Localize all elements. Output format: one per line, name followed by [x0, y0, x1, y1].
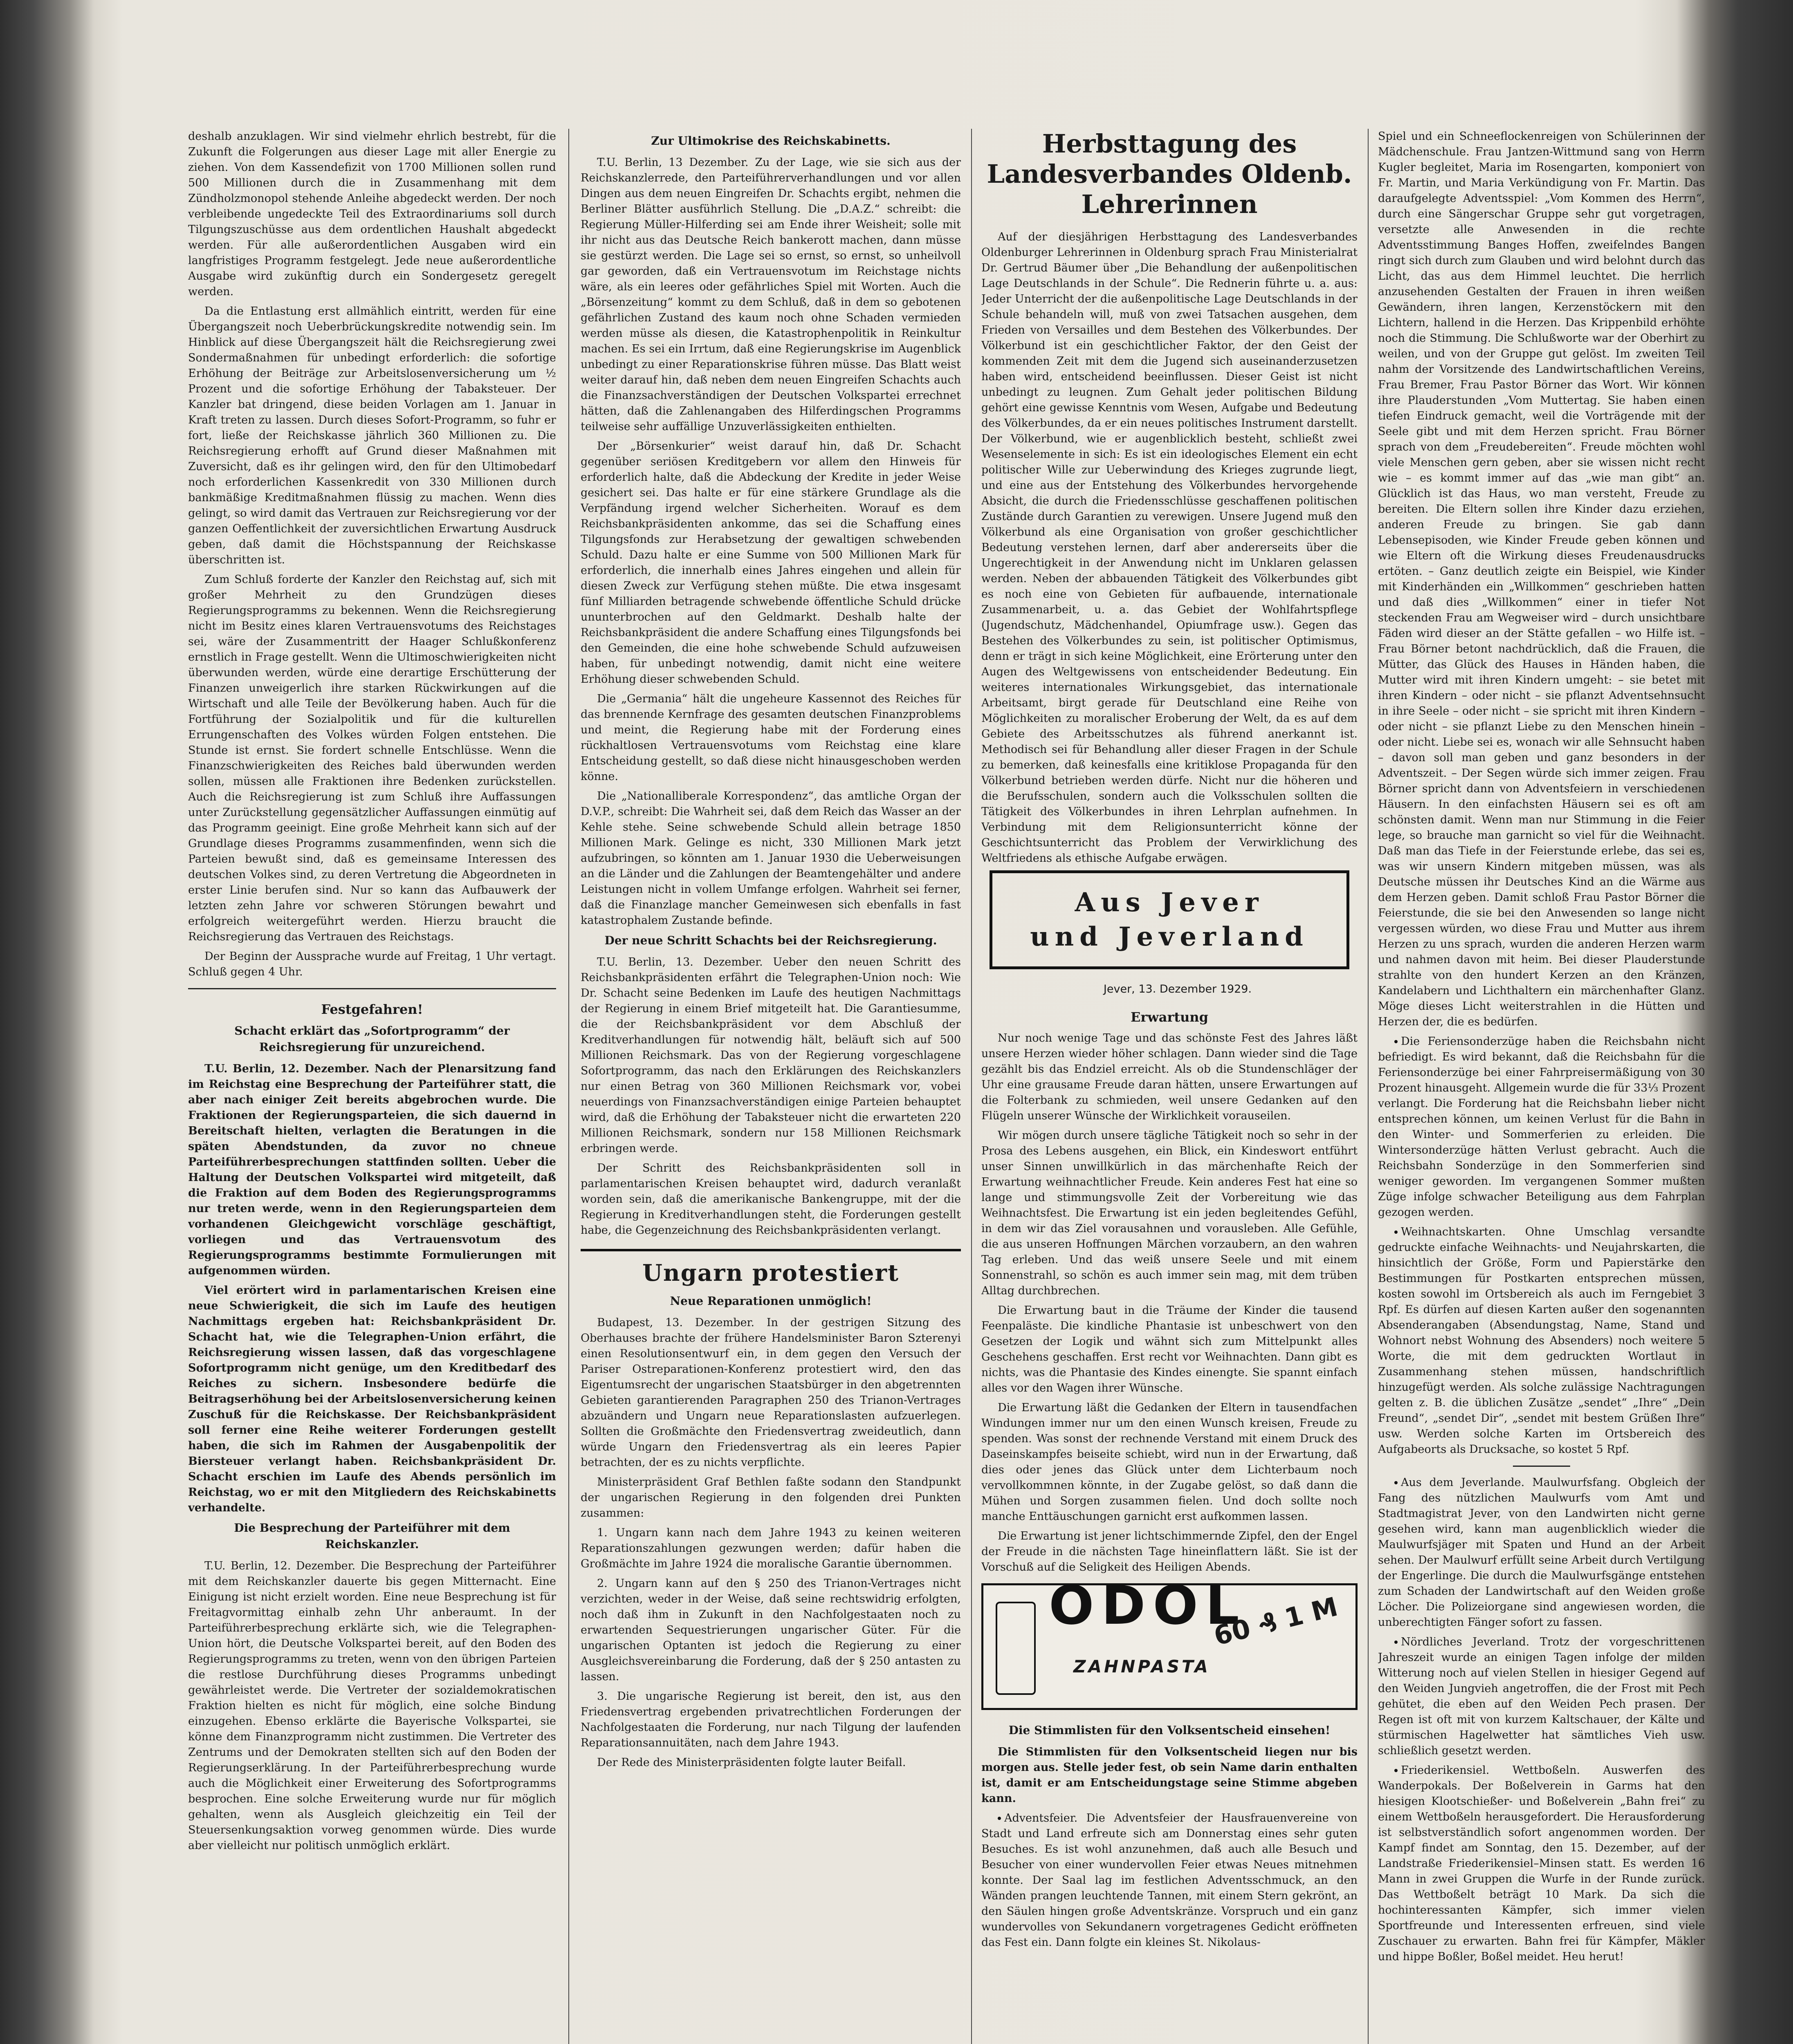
column-4	[1378, 129, 1705, 2044]
dateline: Jever, 13. Dezember 1929.	[1103, 983, 1252, 995]
article-text: Nördliches Jeverland. Trotz der vorgeschrittenen Jahreszeit wurde an einigen Tagen infolge der milden Witterung noch auf vielen Stellen in hiesiger Gegend auf den Weiden Jungvieh angetroffen, die der Frost mit Pech gehütet, die eben auf den Weiden Pech prasen. Der Regen ist oft mit von kurzem Kaltschauer, der Kälte und stürmischen Hagelwetter hat sämtliches Vieh usw. schließlich gesetzt werden.	[1378, 1636, 1705, 1757]
article-text: Die Feriensonderzüge haben die Reichsbahn nicht befriedigt. Es wird bekannt, daß die Reichsbahn für die Feriensonderzüge bei einer Fahrpreisermäßigung von 30 Prozent hinausgeht. Allgemein wurde die für 33⅓ Prozent verlangt. Die Forderung hat die Reichsbahn lieber nicht entsprechen können, um keinen Verlust für die Bahn in den Winter- und Sommerferien zu erleiden. Die Wintersonderzüge hätten Verlust gebracht. Auch die Reichsbahn Sonderzüge in den Sommerferien sind weniger geworden. Im vergangenen Sommer mußten Züge infolge schwacher Beteiligung aus dem Fahrplan gezogen werden.	[1378, 1035, 1705, 1219]
article-text	[1378, 1034, 1705, 1220]
article-text: Die „Germania“ hält die ungeheure Kassennot des Reiches für das brennende Kernfrage des gesamten deutschen Finanzproblems und meint, die Regierung habe mit der Forderung eines rückhaltlosen Vertrauensvotums vom Reichstag eine klare Entscheidung gestellt, so daß diese nicht hinausgeschoben werden könne.	[581, 693, 961, 783]
headline: Ungarn protestiert	[642, 1260, 899, 1286]
article-text	[1378, 1763, 1705, 1965]
article-text: 3. Die ungarische Regierung ist bereit, den ist, aus den Friedensvertrag ergebenden privatrechtlichen Forderungen der Nachfolgestaaten die Forderung, nur nach Tilgung der laufenden Reparationsannuitäten, nach dem Jahre 1943.	[581, 1690, 961, 1749]
section-banner-line: und Jeverland	[1030, 921, 1309, 952]
article-text: Weihnachtskarten. Ohne Umschlag versandte gedruckte einfache Weihnachts- und Neujahrskarten, die hinsichtlich der Größe, Form und Papierstärke den Bestimmungen für Postkarten entsprechen müssen, kosten sowohl im Ortsbereich als auch im Ferngebiet 3 Rpf. Es dürfen auf diesen Karten außer den sogenannten Absenderangaben (Absendungstag, Name, Stand und Wohnort nebst Wohnung des Absenders) noch weitere 5 Worte, die mit dem gedruckten Wortlaut in Zusammenhang stehen müssen, handschriftlich hinzugefügt werden. Als solche zulässige Nachtragungen gelten z. B. die üblichen Zusätze „sendet“ „Ihre“ „Dein Freund“, „sendet Dir“, „sendet mit bestem Grüßen Ihre“ usw. Werden solche Karten im Ortsbereich des Aufgabeorts als Drucksache, so kostet 5 Rpf.	[1378, 1226, 1705, 1456]
section-banner	[990, 870, 1349, 969]
divider	[581, 1249, 961, 1251]
odol-advertisement	[981, 1574, 1358, 1710]
article-text: Der Beginn der Aussprache wurde auf Freitag, 1 Uhr vertagt. Schluß gegen 4 Uhr.	[188, 950, 556, 978]
article-text: T.U. Berlin, 12. Dezember. Die Besprechung der Parteiführer mit dem Reichskanzler dauerte bis gegen Mitternacht. Eine Einigung ist nicht erzielt worden. Eine neue Besprechung ist für Freitagvormittag einhalb zehn Uhr anberaumt. In der Parteiführerbesprechung erklärte sich, wie die Telegraphen-Union hört, die Deutsche Volkspartei bereit, auf den Boden des Regierungsprogramms zu treten, wenn von den übrigen Parteien die restlose Durchführung dieses Programms unbedingt gewährleistet werde. Die Vertreter der sozialdemokratischen Fraktion hielten es nicht für möglich, eine solche Bindung einzugehen. Ebenso erklärte die Bayerische Volkspartei, sie könne dem Finanzprogramm nicht zustimmen. Die Vertreter des Zentrums und der Demokraten stellten sich auf den Boden der Regierungserklärung. In der Parteiführerbesprechung wurde auch die Möglichkeit einer Erweiterung des Sofortprogramms besprochen. Eine solche Erweiterung wurde nur für möglich gehalten, wenn als Ausgleich gleichzeitig ein Teil der Steuersenkungsaktion vorweg genommen würde. Dies wurde aber vielleicht nur politisch unmöglich erklärt.	[188, 1560, 556, 1852]
column-2	[581, 129, 961, 2044]
bullet-icon	[998, 1817, 1001, 1820]
notice-headline: Die Stimmlisten für den Volksentscheid einsehen!	[1008, 1724, 1331, 1737]
column-divider	[971, 129, 972, 2044]
article-text: Da die Entlastung erst allmählich eintritt, werden für eine Übergangszeit noch Ueberbrückungskredite notwendig sein. Im Hinblick auf diese Übergangszeit hält die Reichsregierung zwei Sondermaßnahmen für unbedingt erforderlich: die sofortige Erhöhung der Beiträge zur Arbeitslosenversicherung um ½ Prozent und die sofortige Erhöhung der Tabaksteuer. Der Kanzler bat dringend, diese beiden Vorlagen am 1. Januar in Kraft treten zu lassen. Durch dieses Sofort-Programm, so fuhr er fort, ließe der Reichskasse jährlich 360 Millionen zu. Die Reichsregierung erhofft auf Grund dieser Maßnahmen mit Zuversicht, daß es ihr gelingen wird, den für den Ultimobedarf noch erforderlichen Kassenkredit von 330 Millionen durch bankmäßige Kreditmaßnahmen flüssig zu machen. Wenn dies gelingt, so wird damit das Vertrauen zur Reichsregierung vor der ganzen Oeffentlichkeit der zuversichtlichen Erwartung Ausdruck geben, daß damit die Höchstspannung der Reichskasse überschritten ist.	[188, 305, 556, 566]
article-text: Spiel und ein Schneeflockenreigen von Schülerinnen der Mädchenschule. Frau Jantzen-Wittmund sang von Herrn Kugler begleitet, Maria im Rosengarten, komponiert von Fr. Martin, und Maria Verkündigung von Fr. Martin. Das daraufgelegte Adventsspiel: „Vom Kommen des Herrn“, durch eine Sängerschar Gruppe sehr gut vorgetragen, versetzte alle Anwesenden in die rechte Adventsstimmung Banges Hoffen, zweifelndes Bangen ringt sich durch zum Glauben und wird belohnt durch das Licht, das aus dem Himmel leuchtet. Die herrlich anzusehenden Gestalten der Frauen in ihren weißen Gewändern, ihren langen, Kerzenstöckern mit den Lichtern, hallend in die Herzen. Das Krippenbild erhöhte noch die Stimmung. Die Schlußworte war der Oberhirt zu weilen, und von der Gruppe gut gelöst. Im zweiten Teil nahm der Vorsitzende des Landwirtschaftlichen Vereins, Frau Bremer, Frau Pastor Börner das Wort. Wir können ihre Plauderstunden „Vom Muttertag. Sie haben einen tiefen Eindruck gemacht, weil die Vorträgende mit der Seele gibt und mit dem Herzen spricht. Frau Börner sprach von dem „Freudebereiten“. Freude möchten wohl viele Menschen gern geben, aber sie wissen nicht recht wie – es kommt immer auf das „wie man gibt“ an. Glücklich ist das Haus, wo man versteht, Freude zu bereiten. Die Eltern sollen ihre Kinder dazu erziehen, anderen Freude zu bringen. Sie gab dann Lebensepisoden, wie Kinder Freude geben können und wie Eltern oft die Wirkung dieses Freudenausdrucks ertöten. – Ganz deutlich zeigte ein Beispiel, wie Kinder mit Kinderhänden ein „Willkommen“ geschrieben hatten und daß dies „Willkommen“ einer in tiefer Not steckenden Frau am Wegweiser wird – durch unsichtbare Fäden wird dieser an der Stätte gefallen – wo Hilfe ist. – Frau Börner betont nachdrücklich, daß die Frauen, die Mütter, das Glück des Hauses in Händen haben, die Mutter wird mit ihren Kindern umgeht: – sie betet mit ihren Kindern – oder nicht – sie pflanzt Adventsehnsucht in ihre Seele – oder nicht – sie spricht mit ihren Kindern – oder nicht – sie pflanzt Liebe zu den Menschen hinein – oder nicht. Liebe sei es, wonach wir alle Sehnsucht haben – davon soll man geben und ganz besonders in der Adventszeit. – Der Segen würde sich immer zeigen. Frau Börner spricht dann von Adventsfeiern in verschiedenen Häusern. In den einfachsten Häusern sei es oft am schönsten damit. Wenn man nur Stimmung in die Feier lege, so brauche man garnicht so viel für die Weihnacht. Daß man das Tiefe in der Feierstunde erlebe, das sei es, was wir unsern Kindern mitgeben müssen, was als Deutsche müssen ihr Deutsches Kind an die Wärme aus dem Herzen geben. Damit schloß Frau Pastor Börner die Feierstunde, die sie bei den Anwesenden so lange nicht vergessen würden, wo diese Frau und Mutter aus ihrem Herzen zu uns sprach, wurden die anderen Herzen warm und nahmen davon mit heim. Bei dieser Plauderstunde strahlte von den hundert Kerzen an den Kränzen, Kandelabern und Lichthaltern ein märchenhafter Glanz. Möge dieses Licht weiterstrahlen in die Hütten und Herzen der, die es bedürfen.	[1378, 130, 1705, 1028]
article-text: Die „Nationalliberale Korrespondenz“, das amtliche Organ der D.V.P., schreibt: Die Wahrheit sei, daß dem Reich das Wasser an der Kehle stehe. Seine schwebende Schuld allein betrage 1850 Millionen Mark. Gelinge es nicht, 330 Millionen Mark jetzt aufzubringen, so könnten am 1. Januar 1930 die Ueberweisungen an die Länder und die Zahlungen der Beamtengehälter und andere Leistungen nicht in vollem Umfange erfolgen. Wahrheit sei ferner, daß die Finanzlage mancher Gemeinwesen sich ebenfalls in fast katastrophalem Zustande befinde.	[581, 790, 961, 927]
article-text: Budapest, 13. Dezember. In der gestrigen Sitzung des Oberhauses brachte der frühere Handelsminister Baron Szterenyi einen Resolutionsentwurf ein, in dem gegen den Versuch der Pariser Ostreparationen-Konferenz protestiert wird, den das Eigentumsrecht der ungarischen Staatsbürger in den abgetrennten Gebieten garantierenden Paragraphen 250 des Trianon-Vertrages abzuändern und Ungarn neue Reparationslasten aufzuerlegen. Sollten die Großmächte den Friedensvertrag zweideutlich, dann würde Ungarn den Friedensvertrag als ein leeres Papier betrachten, der es zu nichts verpflichte.	[581, 1316, 961, 1469]
column-divider	[1368, 129, 1369, 2044]
column-divider	[568, 129, 569, 2044]
column-1	[188, 129, 556, 2044]
headline: Zur Ultimokrise des Reichskabinetts.	[651, 134, 891, 148]
article-text: Wir mögen durch unsere tägliche Tätigkeit noch so sehr in der Prosa des Lebens ausgehen, ein Blick, ein Kindeswort entführt unser Sinnen unwillkürlich in das märchenhafte Reich der Erwartung weihnachtlicher Freude. Kein anderes Fest hat eine so lange und stimmungsvolle Zeit der Vorbereitung wie das Weihnachtsfest. Die Erwartung ist ein jeden begleitendes Gefühl, in dem wir das Ziel vorausahnen und vorausleben. Alle Gefühle, die aus unseren Hoffnungen Märchen vorzaubern, an den wahren Tag erleben. Und das weiß unsere Seele und mit einem Sonnenstrahl, so schön es auch immer sein mag, mit dem trüben Alltag durchbrechen.	[981, 1129, 1358, 1297]
headline: Festgefahren!	[321, 1002, 423, 1017]
article-text: Ministerpräsident Graf Bethlen faßte sodann den Standpunkt der ungarischen Regierung in den folgenden drei Punkten zusammen:	[581, 1476, 961, 1520]
ad-price: 60 ₰ 1 M	[1211, 1591, 1341, 1652]
bullet-icon	[1394, 1230, 1398, 1234]
bullet-icon	[1394, 1641, 1398, 1644]
article-text: Auf der diesjährigen Herbsttagung des Landesverbandes Oldenburger Lehrerinnen in Oldenburg sprach Frau Ministerialrat Dr. Gertrud Bäumer über „Die Behandlung der außenpolitischen Lage Deutschlands in der Schule“. Die Rednerin führte u. a. aus: Jeder Unterricht der die außenpolitische Lage Deutschlands in der Schule behandeln will, muß von zwei Tatsachen ausgehen, dem Frieden von Versailles und dem Bestehen des Völkerbundes. Der Völkerbund ist ein geschichtlicher Faktor, der den Geist der kommenden Zeit mit dem die Jugend sich auseinanderzusetzen haben wird, entscheidend beeinflussen. Dieser Geist ist nicht unbedingt zu leugnen. Zum Gehalt jeder politischen Bildung gehört eine gewisse Kenntnis vom Wesen, Aufgabe und Bedeutung des Völkerbundes, da er ein neues politisches Instrument darstellt. Der Völkerbund, wie er augenblicklich besteht, schließt zwei Wesenselemente in sich: Es ist ein ideologisches Element ein echt politischer Wille zur Ueberwindung des Krieges zugrunde liegt, und eine aus der Entstehung des Völkerbundes hervorgehende Absicht, die durch die Friedensschlüsse geschaffenen politischen Zustände durch Garantien zu verewigen. Unsere Jugend muß den Völkerbund als eine Organisation von großer geschichtlicher Bedeutung verstehen lernen, darf aber andererseits über die Ungerechtigkeit in der Anwendung nicht im Unklaren gelassen werden. Neben der abbauenden Tätigkeit des Völkerbundes gibt es noch eine von Gebieten für aufbauende, internationale Zusammenarbeit, u. a. das Gebiet der Wohlfahrtspflege (Jugendschutz, Mädchenhandel, Opiumfrage usw.). Gegen das Bestehen des Völkerbundes zu sein, ist politischer Optimismus, denn er trägt in sich keine Möglichkeit, eine Erörterung unter den Augen des Weltgewissens von entscheidender Bedeutung. Ein weiteres internationales Wirkungsgebiet, das internationale Arbeitsamt, birgt gerade für Deutschland eine Reihe von Möglichkeiten zu moralischer Eroberung der Welt, da es auf dem Gebiete des Arbeitsschutzes als führend anerkannt ist. Methodisch sei für Behandlung aller dieser Fragen in der Schule zu bemerken, daß keinesfalls eine kritiklose Propaganda für den Völkerbund betrieben werden dürfe. Nicht nur die höheren und die Berufsschulen, sondern auch die Volksschulen sollten die Tätigkeit des Völkerbundes in ihren Lehrplan aufnehmen. In Verbindung mit dem Religionsunterricht könne der Geschichtsunterricht das Problem der Verwirklichung des Weltfriedens als ethische Aufgabe erwägen.	[981, 231, 1358, 865]
ad-subtitle: ZAHNPASTA	[1073, 1656, 1210, 1676]
headline: Herbsttagung des Landesverbandes Oldenb. Lehrerinnen	[987, 129, 1352, 219]
newspaper-page	[123, 96, 1713, 2044]
section-banner-line: Aus Jever	[1075, 887, 1264, 918]
article-text: T.U. Berlin, 13 Dezember. Zu der Lage, wie sie sich aus der Reichskanzlerrede, den Parteiführerverhandlungen und vor allen Dingen aus dem neuen Eingreifen Dr. Schachts ergibt, nehmen die Berliner Blätter ausführlich Stellung. Die „D.A.Z.“ schreibt: die Regierung Müller-Hilferding sei am Ende ihrer Weisheit; solle mit ihr nicht aus das Deutsche Reich bankerott machen, dann müsse sie gestürzt werden. Die Lage sei so ernst, so ernst, so unheilvoll gar geworden, daß ein Vertrauensvotum im Reichstage nichts wäre, als ein leeres oder gefährliches Spiel mit Worten. Auch die „Börsenzeitung“ kommt zu dem Schluß, daß in dem so gebotenen gefährlichen Zustand des kaum noch ohne Schaden vermieden werden müsse als diesen, die Katastrophenpolitik in Reinkultur machen. Es sei ein Irrtum, daß eine Regierungskrise im Augenblick unbedingt zu einer Reparationskrise führen müsse. Das Blatt weist weiter darauf hin, daß neben dem neuen Eingreifen Schachts auch die Finanzsachverständigen der Deutschen Volkspartei errechnet hätten, daß die Zahlenangaben des Hilferdingschen Programms teilweise sehr auffällige Unzuverlässigkeiten enthielten.	[581, 156, 961, 433]
subheadline: Der neue Schritt Schachts bei der Reichsregierung.	[604, 934, 937, 947]
toothpaste-tube-icon	[996, 1602, 1036, 1695]
article-text: Adventsfeier. Die Adventsfeier der Hausfrauenvereine von Stadt und Land erfreute sich am Donnerstag eines sehr guten Besuches. Es ist wohl anzunehmen, daß auch alle Besuch und Besucher von einer wundervollen Feier etwas Neues mitnehmen konnte. Der Saal lag im festlichen Adventsschmuck, an den Wänden prangen leuchtende Tannen, mit einem Stern gekrönt, an den Säulen hingen große Adventskränze. Vorspruch und ein ganz wundervolles von Sekundanern vorgetragenes Gedicht eröffneten das Fest ein. Dann folgte ein kleines St. Nikolaus-	[981, 1812, 1358, 1949]
column-3	[981, 129, 1358, 2044]
bullet-icon	[1394, 1040, 1398, 1043]
divider	[188, 988, 556, 989]
subheadline: Schacht erklärt das „Sofortprogramm“ der Reichsregierung für unzureichend.	[234, 1024, 510, 1054]
article-text: deshalb anzuklagen. Wir sind vielmehr ehrlich bestrebt, für die Zukunft die Folgerungen aus dieser Lage mit aller Energie zu ziehen. Von dem Kassendefizit von 1700 Millionen sollen rund 500 Millionen durch die in Zusammenhang mit dem Zündholzmonopol stehende Anleihe abgedeckt werden. Der noch verbleibende ungedeckte Teil des Extraordinariums soll durch Tilgungszuschüsse aus dem ordentlichen Haushalt abgedeckt werden. Für alle außerordentlichen Ausgaben wird ein langfristiges Programm festgelegt. Jede neue außerordentliche Ausgabe wird zukünftig durch ein Sondergesetz geregelt werden.	[188, 130, 556, 298]
article-text	[1378, 1224, 1705, 1457]
headline: Erwartung	[1130, 1009, 1209, 1025]
bullet-icon	[1394, 1769, 1398, 1772]
article-text: 1. Ungarn kann nach dem Jahre 1943 zu keinen weiteren Reparationszahlungen gezwungen werden; dafür haben die Großmächte im Jahre 1924 die moralische Garantie übernommen.	[581, 1526, 961, 1570]
bullet-icon	[1394, 1481, 1398, 1484]
article-text: Viel erörtert wird in parlamentarischen Kreisen eine neue Schwierigkeit, die sich im Laufe des heutigen Nachmittags ergeben hat: Reichsbankpräsident Dr. Schacht hat, wie die Telegraphen-Union erfährt, die Reichsregierung wissen lassen, daß das vorgeschlagene Sofortprogramm nicht genüge, um den Kreditbedarf des Reiches zu sichern. Insbesondere bedürfe die Beitragserhöhung bei der Arbeitslosenversicherung keinen Zuschuß für die Reichskasse. Der Reichsbankpräsident soll ferner eine Reihe weiterer Forderungen gestellt haben, die sich im Rahmen der Ausgabenpolitik der Biersteuer verlangt haben. Reichsbankpräsident Dr. Schacht erschien im Laufe des Abends persönlich im Reichstag, wo er mit den Mitgliedern des Reichskabinetts verhandelte.	[188, 1284, 556, 1514]
article-text: Die Erwartung baut in die Träume der Kinder die tausend Feenpaläste. Die kindliche Phantasie ist unbeschwert von den Gesetzen der Logik und wähnt sich zum Mittelpunkt alles Geschehens geschaffen. Erst recht vor Weihnachten. Dann gibt es nichts, was die Phantasie des Kindes einengte. Sie spannt einfach alles vor den Wagen ihrer Wünsche.	[981, 1304, 1358, 1394]
article-text	[981, 1811, 1358, 1950]
article-text: Die Erwartung ist jener lichtschimmernde Zipfel, den der Engel der Freude in die nächsten Tage hineinflattern läßt. Sie ist der Vorschuß auf die Seligkeit des Heiligen Abends.	[981, 1530, 1358, 1573]
article-text	[1378, 1634, 1705, 1759]
divider	[1513, 1466, 1570, 1467]
article-text: T.U. Berlin, 12. Dezember. Nach der Plenarsitzung fand im Reichstag eine Besprechung der Parteiführer statt, die aber nach einiger Zeit bereits abgebrochen wurde. Die Fraktionen der Regierungsparteien, die sich dauernd in Bereitschaft hielten, verlagten die Beratungen in die späten Abendstunden, da zuvor no chneue Parteiführerbesprechungen stattfinden sollten. Ueber die Haltung der Deutschen Volkspartei wird mitgeteilt, daß die Fraktion auf dem Boden des Regierungsprogramms nur treten werde, wenn in den Regierungsparteien dem vorhandenen Gleichgewicht vorschläge geschäftigt, vorliegen und das Vertrauensvotum des Regierungsprogramms bestimmte Formulierungen mit aufgenommen würden.	[188, 1062, 556, 1277]
article-text: Zum Schluß forderte der Kanzler den Reichstag auf, sich mit großer Mehrheit zu den Grundzügen dieses Regierungsprogramms zu bekennen. Wenn die Reichsregierung nicht im Besitz eines klaren Vertrauensvotums des Reichstages sei, wäre der Zusammentritt der Haager Schlußkonferenz ernstlich in Frage gestellt. Wenn die Ultimoschwierigkeiten nicht überwunden werden, würde eine derartige Erschütterung der Finanzen unweigerlich ihre starken Rückwirkungen auf die Wirtschaft und alle Teile der Bevölkerung haben. Auch für die Fortführung der Sozialpolitik und für die kulturellen Errungenschaften des Volkes würden Folgen entstehen. Die Stunde ist ernst. Sie fordert schnelle Entschlüsse. Wenn die Finanzschwierigkeiten des Reiches bald überwunden werden sollen, müssen alle Fraktionen ihre Bedenken zurückstellen. Auch die Reichsregierung ist zum Schluß ihre Auffassungen unter Zurückstellung gegensätzlicher Auffassungen einmütig auf das Programm geeinigt. Eine große Mehrheit kann sich auf der Grundlage dieses Programms zusammenfinden, wenn sich die Parteien bewußt sind, daß es gemeinsame Interessen des deutschen Volkes sind, zu deren Vertretung die Abgeordneten in erster Linie berufen sind. Nur so kann das Aufbauwerk der letzten zehn Jahre vor schweren Störungen bewahrt und erfolgreich weitergeführt werden. Hierzu braucht die Reichsregierung das Vertrauen des Reichstags.	[188, 573, 556, 943]
notice-text: Die Stimmlisten für den Volksentscheid liegen nur bis morgen aus. Stelle jeder fest, ob sein Name darin enthalten ist, damit er am Entscheidungstage seine Stimme abgeben kann.	[981, 1746, 1358, 1805]
ad-brand: ODOL	[1049, 1574, 1247, 1636]
article-text: Nur noch wenige Tage und das schönste Fest des Jahres läßt unsere Herzen wieder höher schlagen. Dann wieder sind die Tage gezählt bis das Endziel erreicht. Als ob die Stundenschläger der Uhr eine grausame Freude daran hätten, unsere Erwartungen auf die Folterbank zu schmieden, weil unsere Gedanken auf den Flügeln unserer Wünsche der Wirklichkeit vorauseilen.	[981, 1032, 1358, 1122]
article-text	[1378, 1475, 1705, 1630]
article-text: Aus dem Jeverlande. Maulwurfsfang. Obgleich der Fang des nützlichen Maulwurfs vom Amt und Stadtmagistrat Jever, von den Landwirten nicht gerne gesehen wird, kann man augenblicklich wieder die Maulwurfsjäger mit Spaten und Hund an der Arbeit sehen. Der Maulwurf erfüllt seine Arbeit durch Vertilgung der Engerlinge. Die durch die Maulwurfsgänge entstehen zum Schaden der Landwirtschaft auf den Weiden große Löcher. Die Polizeiorgane sind angewiesen worden, die unberechtigten Fänger sofort zu fassen.	[1378, 1476, 1705, 1629]
article-text: Der Schritt des Reichsbankpräsidenten soll in parlamentarischen Kreisen behauptet wird, dadurch veranlaßt worden sein, daß die amerikanische Bankengruppe, mit der die Regierung in Kreditverhandlungen steht, die Forderungen gestellt habe, die Gegenzeichnung des Reichsbankpräsidenten verlangt.	[581, 1162, 961, 1237]
article-text: Der Rede des Ministerpräsidenten folgte lauter Beifall.	[597, 1756, 906, 1769]
article-text: Friederikensiel. Wettboßeln. Auswerfen des Wanderpokals. Der Boßelverein in Garms hat den hiesigen Klootschießer- und Boßelverein „Bahn frei“ zu einem Wettboßeln herausgefordert. Die Herausforderung ist selbstverständlich sofort angenommen worden. Der Kampf findet am Sonntag, den 15. Dezember, auf der Landstraße Friederikensiel–Minsen statt. Es werden 16 Mann in zwei Gruppen die Wurfe in der Runde zurück. Das Wettboßelt beträgt 10 Mark. Da sich die hochinteressanten Kämpfer, sich immer vielen Sportfreunde und Interessenten erfreuen, sind viele Zuschauer zu erwarten. Bahn frei für Kämpfer, Mäkler und hippe Boßler, Boßel meidet. Heu herut!	[1378, 1764, 1705, 1963]
article-text: Der „Börsenkurier“ weist darauf hin, daß Dr. Schacht gegenüber seriösen Kreditgebern vor allem den Hinweis für erforderlich halte, daß die Abdeckung der Kredite in jeder Weise gesichert sei. Das halte er für eine stärkere Grundlage als die Verpfändung irgend welcher Sicherheiten. Worauf es dem Reichsbankpräsidenten ankomme, das sei die Schaffung eines Tilgungsfonds zur Herabsetzung der gewaltigen schwebenden Schuld. Dazu halte er eine Summe von 500 Millionen Mark für erforderlich, die innerhalb eines Jahres eingehen und allein für diesen Zweck zur Verfügung stehen müßte. Die etwa insgesamt fünf Milliarden betragende schwebende öffentliche Schuld drücke ununterbrochen auf den Geldmarkt. Deshalb halte der Reichsbankpräsident die andere Schaffung eines Tilgungsfonds bei den Gemeinden, die eine hohe schwebende Schuld aufzuweisen haben, für unbedingt notwendig, damit nicht eine weitere Erhöhung dieser schwebenden Schuld.	[581, 440, 961, 686]
subheadline: Die Besprechung der Parteiführer mit dem Reichskanzler.	[234, 1521, 510, 1551]
article-text: 2. Ungarn kann auf den § 250 des Trianon-Vertrages nicht verzichten, weder in der Weise, daß seine rechtswidrig erfolgten, noch daß ihm in Zukunft in den Nachfolgestaaten noch zu erwartenden Sequestrierungen ungarischer Güter. Für die ungarischen Optanten ist jedoch die Regierung zu einer Ausgleichsvereinbarung die Forderung, daß der § 250 antasten zu lassen.	[581, 1577, 961, 1683]
article-text: T.U. Berlin, 13. Dezember. Ueber den neuen Schritt des Reichsbankpräsidenten erfährt die Telegraphen-Union noch: Wie Dr. Schacht seine Bedenken im Laufe des heutigen Nachmittags der Regierung in einem Brief mitgeteilt hat. Die Garantiesumme, die der Reichsbankpräsident vor dem Abschluß der Kreditverhandlungen für notwendig hält, beläuft sich auf 500 Millionen Reichsmark. Das von der Regierung vorgeschlagene Sofortprogramm, das nach den Erklärungen des Reichskanzlers nur einen Betrag von 360 Millionen Reichsmark vor, vobei neuerdings von Finanzsachverständigen einige Parteien behauptet wird, daß die Erhöhung der Tabaksteuer nicht die erwarteten 220 Millionen Reichsmark, sondern nur 158 Millionen Reichsmark erbringen werde.	[581, 956, 961, 1155]
article-text: Die Erwartung läßt die Gedanken der Eltern in tausendfachen Windungen immer nur um den einen Wunsch kreisen, Freude zu spenden. Was sonst der rechnende Verstand mit einem Druck des Daseinskampfes beiseite schiebt, wird nun in der Erwartung, daß dies oder jenes das Glück unter dem Lichterbaum noch vervollkommnen könnte, in der Zugabe gelöst, so daß dann die Mühen und Sorgen zusammen fielen. Und doch sollte noch manche Enttäuschungen garnicht erst aufkommen lassen.	[981, 1401, 1358, 1523]
subheadline: Neue Reparationen unmöglich!	[670, 1294, 872, 1308]
